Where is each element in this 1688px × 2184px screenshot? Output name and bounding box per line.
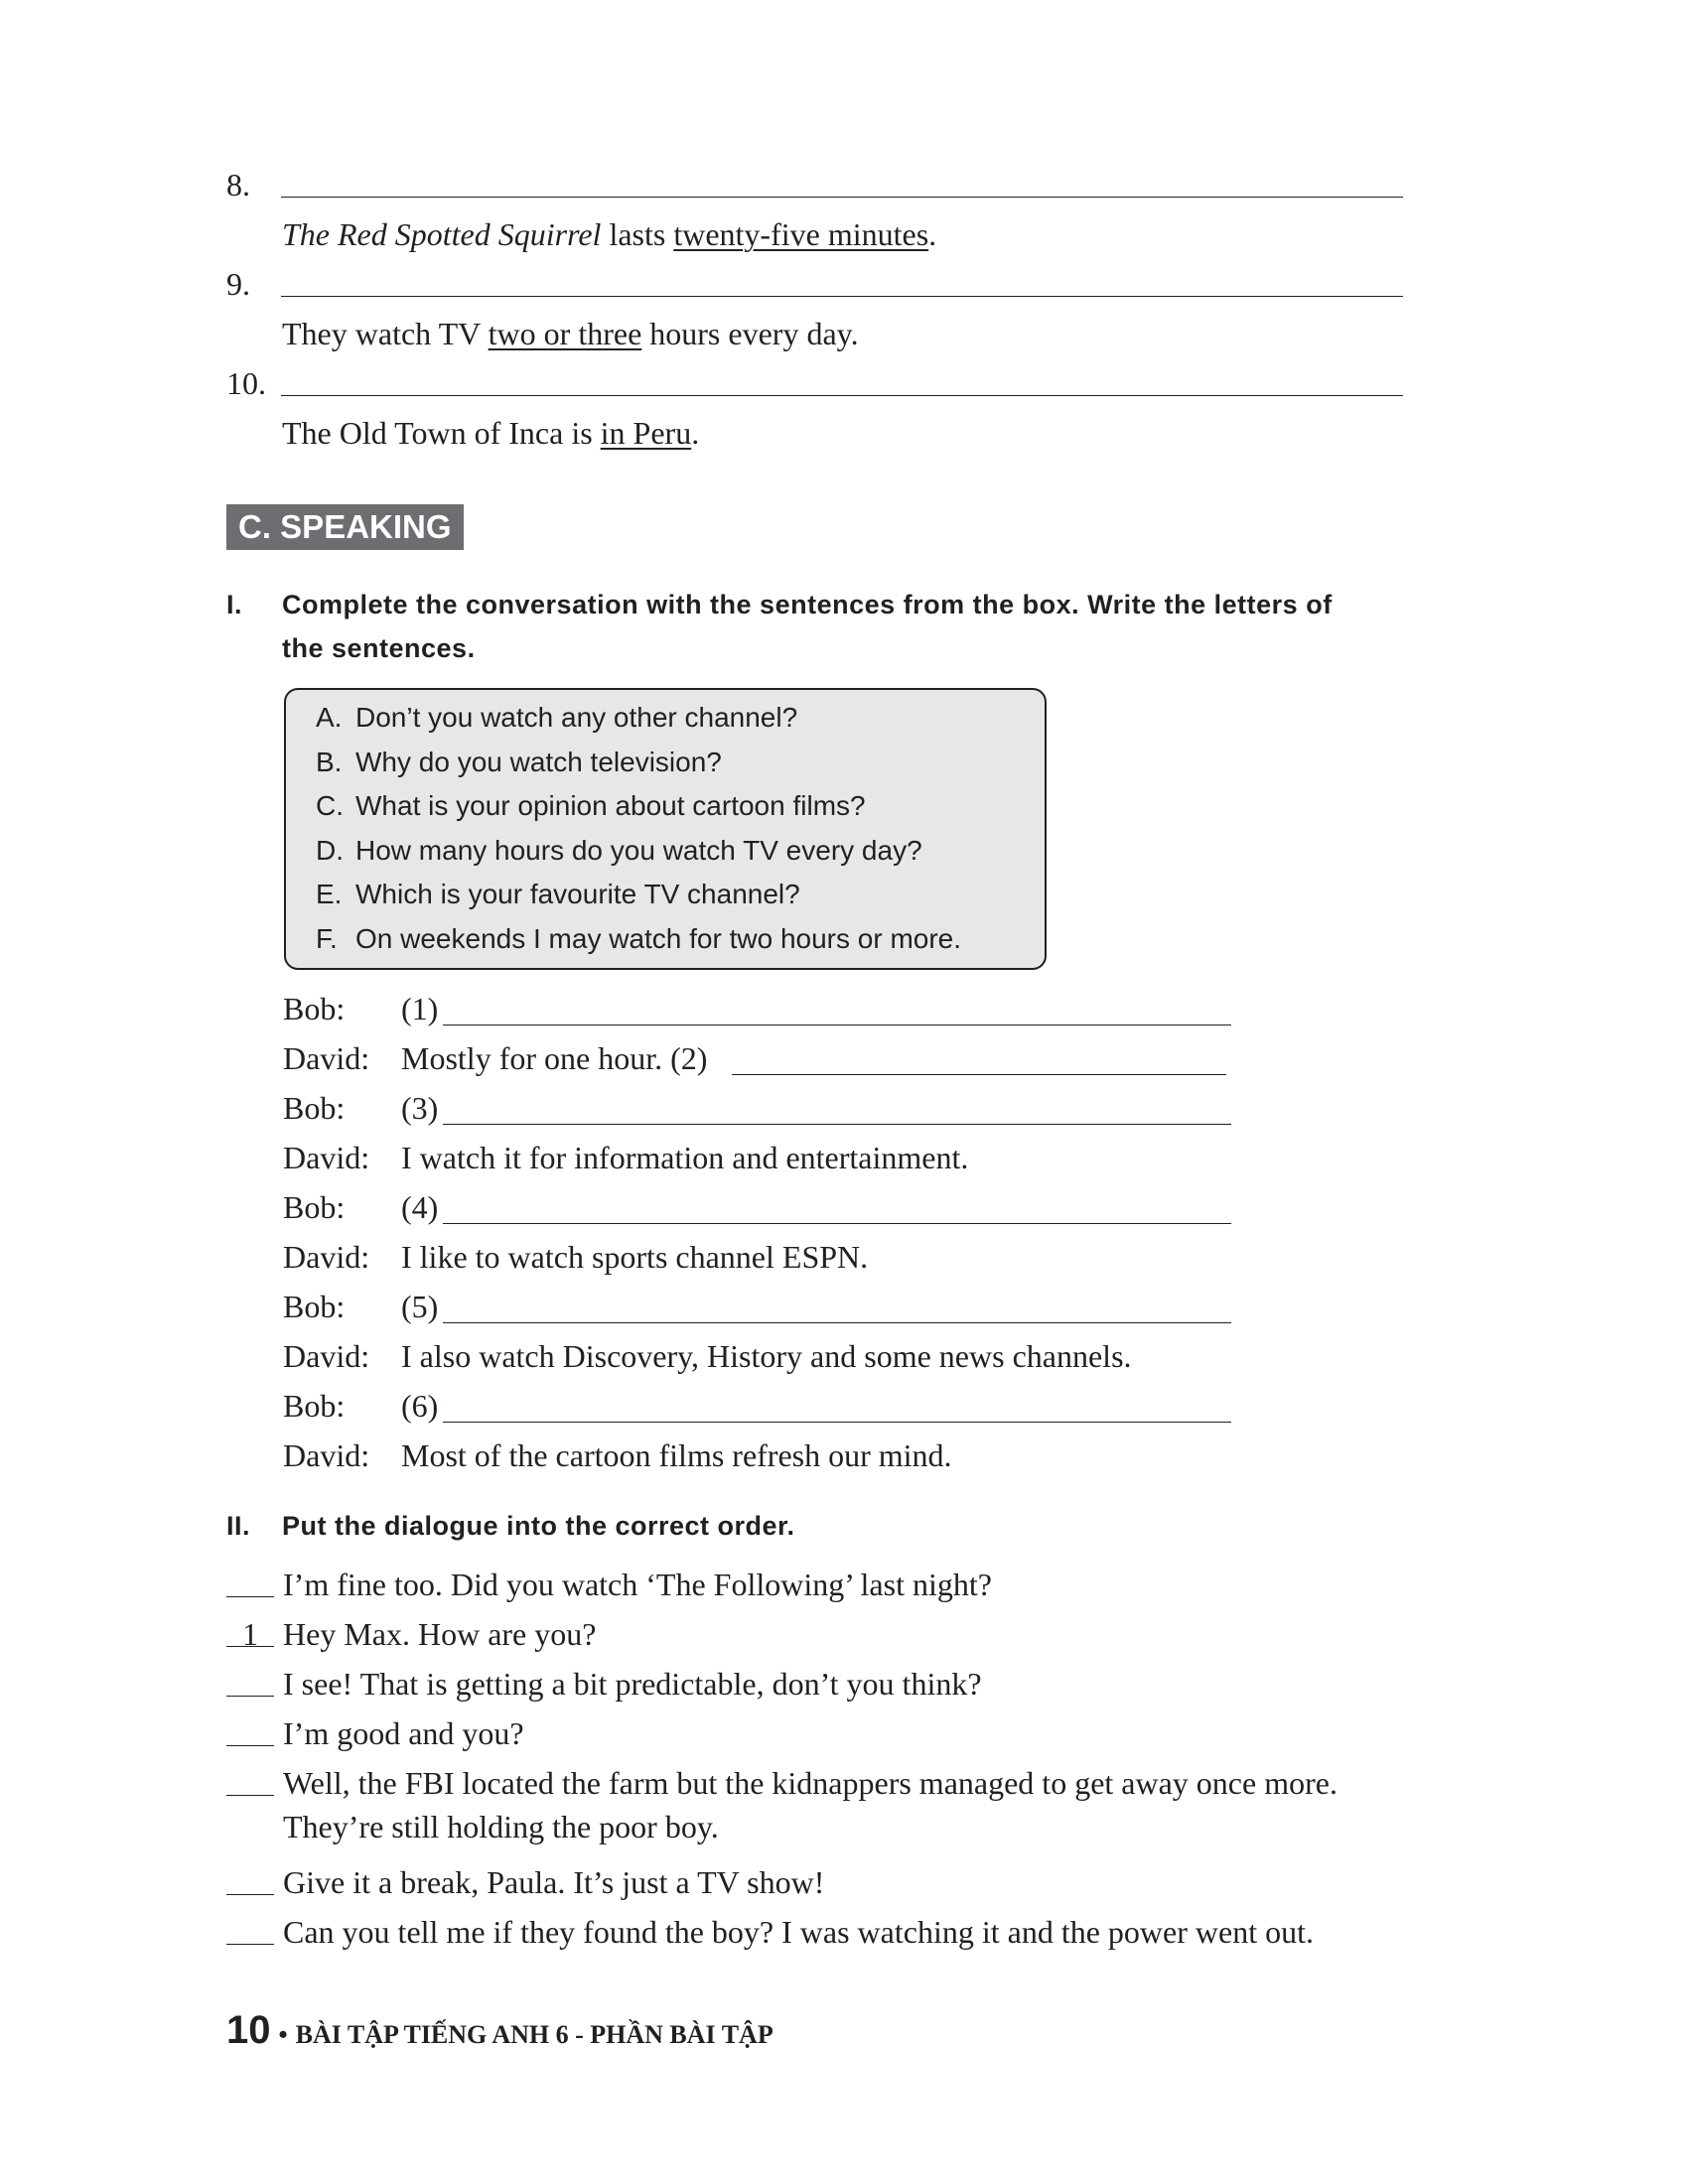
part2-instruction: Put the dialogue into the correct order. — [282, 1511, 795, 1541]
box-item-letter: C. — [316, 790, 344, 821]
order-item-text: Well, the FBI located the farm but the kidnappers managed to get away once more. — [283, 1765, 1337, 1801]
box-item-f — [316, 923, 961, 955]
box-item-letter: D. — [316, 835, 344, 866]
answer-line[interactable] — [281, 395, 1403, 396]
prompt-underlined: twenty-five minutes — [673, 216, 929, 252]
box-item-text: Don’t you watch any other channel? — [355, 702, 798, 733]
dialogue-speaker: David: — [283, 1239, 370, 1275]
box-item-letter: E. — [316, 879, 343, 909]
dialogue-speaker: Bob: — [283, 1090, 346, 1126]
part1-instruction-line2: the sentences. — [282, 633, 476, 663]
section-heading: C. SPEAKING — [226, 504, 464, 550]
dialogue-speaker: David: — [283, 1338, 370, 1374]
question-prompt — [282, 316, 859, 352]
prompt-text: The Old Town of Inca is — [282, 415, 601, 451]
dialogue-line: (6) — [401, 1388, 439, 1424]
prompt-italic: The Red Spotted Squirrel — [282, 216, 602, 252]
box-item-text: What is your opinion about cartoon films? — [355, 790, 866, 821]
box-item-c — [316, 790, 866, 822]
question-prompt — [282, 415, 699, 452]
dialogue-speaker: Bob: — [283, 991, 346, 1026]
box-item-text: How many hours do you watch TV every day? — [355, 835, 922, 866]
dialogue-speaker: Bob: — [283, 1289, 346, 1324]
box-item-b — [316, 747, 722, 778]
dialogue-line: I watch it for information and entertainment. — [401, 1140, 969, 1175]
part1-numeral: I. — [226, 590, 243, 619]
order-item-text-continued: They’re still holding the poor boy. — [283, 1809, 719, 1844]
part1-instruction-line1: Complete the conversation with the sentences from the box. Write the letters of — [282, 590, 1333, 619]
answer-line[interactable] — [281, 296, 1403, 297]
box-item-text: Which is your favourite TV channel? — [355, 879, 800, 909]
page-footer — [226, 2008, 774, 2053]
order-blank[interactable]: 1 — [226, 1616, 274, 1647]
answer-line[interactable] — [443, 1223, 1231, 1224]
question-prompt — [282, 216, 936, 253]
answer-line[interactable] — [443, 1124, 1231, 1125]
prompt-text: They watch TV — [282, 316, 489, 351]
dialogue-line: (1) — [401, 991, 439, 1026]
dialogue-line: (3) — [401, 1090, 439, 1126]
dialogue-line: Most of the cartoon films refresh our mind. — [401, 1437, 952, 1473]
answer-line[interactable] — [732, 1074, 1226, 1075]
answer-line[interactable] — [443, 1322, 1231, 1323]
sentence-box — [284, 688, 1047, 970]
footer-title: BÀI TẬP TIẾNG ANH 6 - PHẦN BÀI TẬP — [295, 2020, 774, 2049]
order-item-text: Give it a break, Paula. It’s just a TV show! — [283, 1864, 825, 1900]
dialogue-speaker: David: — [283, 1437, 370, 1473]
dialogue-speaker: Bob: — [283, 1189, 346, 1225]
question-number: 9. — [226, 266, 250, 302]
question-number: 8. — [226, 167, 250, 203]
dialogue-line: (4) — [401, 1189, 439, 1225]
order-blank[interactable] — [226, 1914, 274, 1945]
dialogue-speaker: Bob: — [283, 1388, 346, 1424]
prompt-text: lasts — [601, 216, 674, 252]
part2-numeral: II. — [226, 1511, 251, 1541]
order-item-text: Hey Max. How are you? — [283, 1616, 597, 1652]
prompt-end: . — [928, 216, 937, 252]
prompt-underlined: two or three — [488, 316, 642, 351]
box-item-text: On weekends I may watch for two hours or more. — [355, 923, 962, 954]
order-item-text: I’m fine too. Did you watch ‘The Following’ last night? — [283, 1567, 992, 1602]
prompt-end: . — [691, 415, 700, 451]
box-item-a — [316, 702, 797, 734]
dialogue-line: (5) — [401, 1289, 439, 1324]
box-item-letter: F. — [316, 923, 338, 954]
answer-line[interactable] — [443, 1024, 1231, 1025]
order-blank[interactable] — [226, 1864, 274, 1895]
order-blank[interactable] — [226, 1666, 274, 1697]
box-item-e — [316, 879, 800, 910]
box-item-letter: B. — [316, 747, 343, 777]
order-blank[interactable] — [226, 1715, 274, 1746]
order-item-text: I see! That is getting a bit predictable, don’t you think? — [283, 1666, 982, 1702]
question-number: 10. — [226, 365, 266, 401]
dialogue-line: I like to watch sports channel ESPN. — [401, 1239, 869, 1275]
page-number: 10 — [226, 2008, 271, 2052]
order-blank[interactable] — [226, 1765, 274, 1796]
order-item-text: Can you tell me if they found the boy? I was watching it and the power went out. — [283, 1914, 1314, 1950]
dialogue-speaker: David: — [283, 1140, 370, 1175]
answer-line[interactable] — [443, 1422, 1231, 1423]
dialogue-speaker: David: — [283, 1040, 370, 1076]
dialogue-line: Mostly for one hour. (2) — [401, 1040, 708, 1076]
box-item-text: Why do you watch television? — [355, 747, 722, 777]
footer-bullet: • — [278, 2020, 288, 2049]
order-item-text: I’m good and you? — [283, 1715, 524, 1751]
prompt-underlined: in Peru — [600, 415, 692, 451]
dialogue-line: I also watch Discovery, History and some news channels. — [401, 1338, 1132, 1374]
box-item-letter: A. — [316, 702, 343, 733]
answer-line[interactable] — [281, 197, 1403, 198]
prompt-end: hours every day. — [641, 316, 859, 351]
order-blank[interactable] — [226, 1567, 274, 1597]
box-item-d — [316, 835, 922, 867]
